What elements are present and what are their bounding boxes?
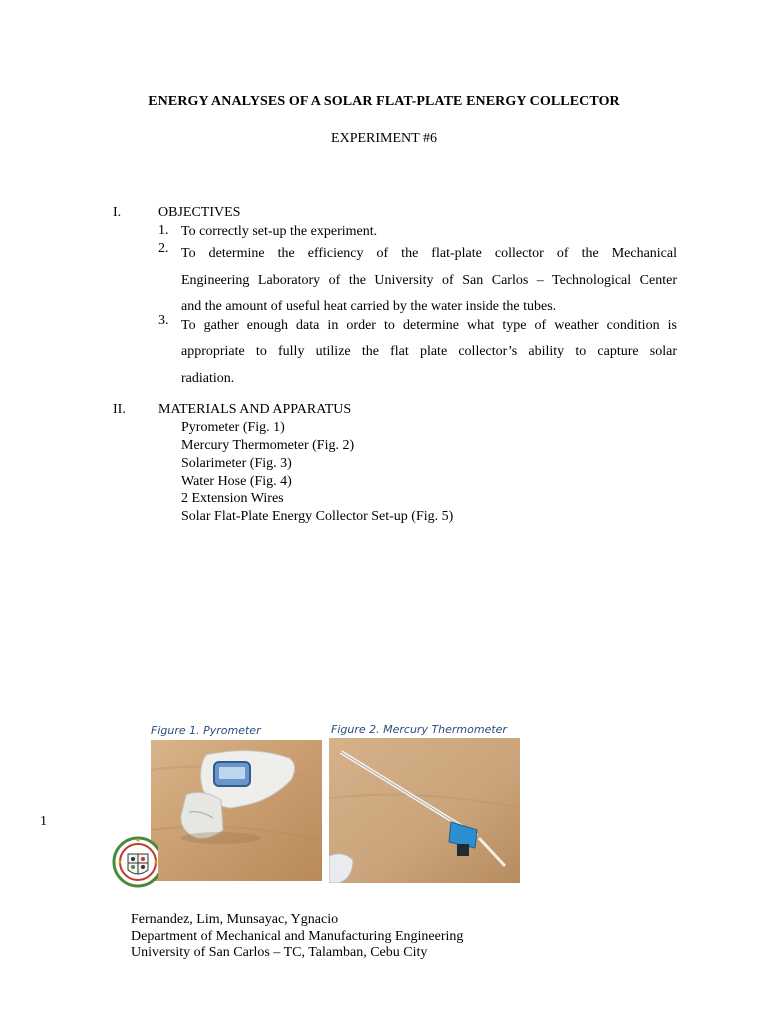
objective-1-text xyxy=(181,223,677,240)
objective-3-line-1: To gather enough data in order to determine what type of weather condition is xyxy=(181,318,677,333)
objective-2-line-3: and the amount of useful heat carried by the water inside the tubes. xyxy=(181,299,557,314)
material-item: Water Hose (Fig. 4) xyxy=(181,474,292,489)
thermometer-icon xyxy=(329,738,520,883)
objective-3-line-2: appropriate to fully utilize the flat plate collector’s ability to capture solar xyxy=(181,344,677,359)
seal-icon xyxy=(112,836,158,892)
footer-department: Department of Mechanical and Manufacturing Engineering xyxy=(131,928,464,944)
material-item: Solarimeter (Fig. 3) xyxy=(181,456,292,471)
pyrometer-photo xyxy=(151,740,322,881)
pyrometer-icon xyxy=(151,740,322,881)
objective-1-number: 1. xyxy=(158,223,169,238)
footer-university: University of San Carlos – TC, Talamban, Cebu City xyxy=(131,945,428,960)
footer xyxy=(131,912,463,962)
section-2-roman: II. xyxy=(113,402,126,417)
thermometer-photo xyxy=(329,738,520,883)
figure-1-caption: Figure 1. Pyrometer xyxy=(151,724,261,737)
material-item: Solar Flat-Plate Energy Collector Set-up (Fig. 5) xyxy=(181,509,454,524)
objective-3-line-3: radiation. xyxy=(181,371,235,386)
material-item: Pyrometer (Fig. 1) xyxy=(181,420,285,435)
material-item: 2 Extension Wires xyxy=(181,491,284,506)
objective-1-line-1: To correctly set-up the experiment. xyxy=(181,224,378,239)
objective-2-number: 2. xyxy=(158,241,169,256)
experiment-number: EXPERIMENT #6 xyxy=(331,131,437,146)
page-number: 1 xyxy=(40,814,47,829)
material-item: Mercury Thermometer (Fig. 2) xyxy=(181,438,355,453)
section-2-heading: MATERIALS AND APPARATUS xyxy=(158,402,352,417)
section-1-roman: I. xyxy=(113,205,122,220)
document-title: ENERGY ANALYSES OF A SOLAR FLAT-PLATE ENERGY COLLECTOR xyxy=(148,94,620,109)
figure-2-caption: Figure 2. Mercury Thermometer xyxy=(331,723,507,736)
university-seal-logo xyxy=(112,836,158,892)
section-1-heading: OBJECTIVES xyxy=(158,205,241,220)
objective-2-line-2: Engineering Laboratory of the University of San Carlos – Technological Center xyxy=(181,273,677,288)
footer-authors: Fernandez, Lim, Munsayac, Ygnacio xyxy=(131,912,339,927)
objective-2-line-1: To determine the efficiency of the flat-plate collector of the Mechanical xyxy=(181,246,677,261)
objective-3-number: 3. xyxy=(158,313,169,328)
